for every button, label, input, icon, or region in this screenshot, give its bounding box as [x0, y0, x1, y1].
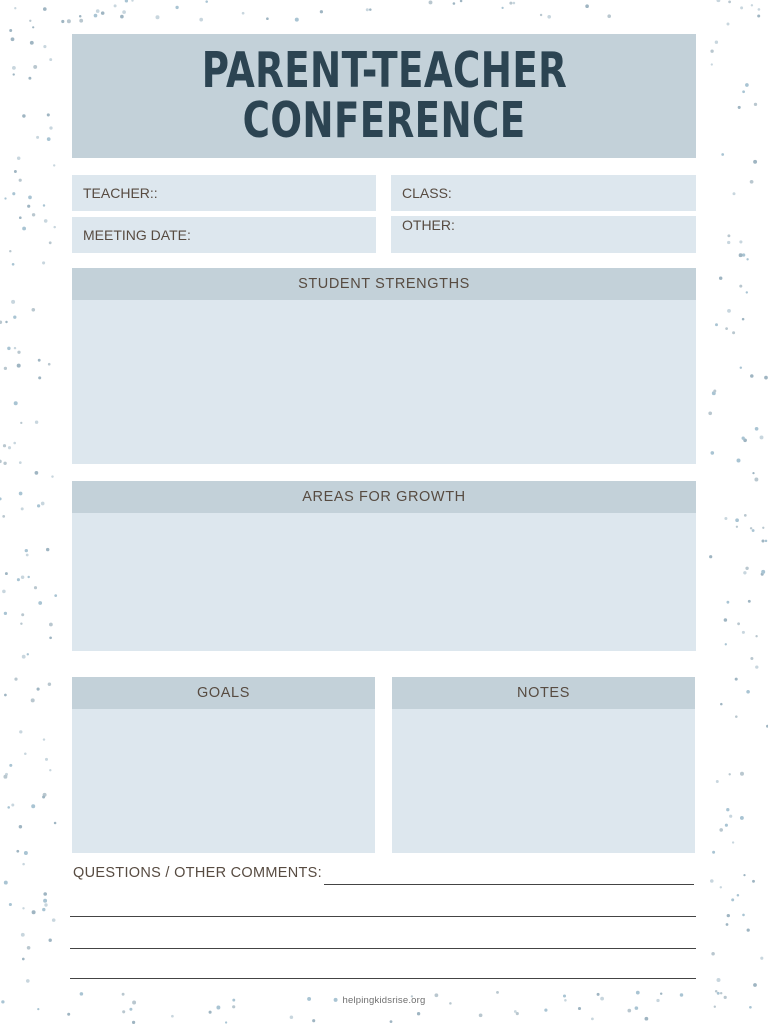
class-field[interactable] [391, 175, 696, 211]
decor-dot [320, 10, 323, 13]
decor-dot [242, 12, 245, 15]
decor-dot [0, 460, 2, 464]
decor-dot [727, 309, 731, 313]
decor-dot [21, 933, 25, 937]
decor-dot [751, 4, 753, 6]
decor-dot [725, 327, 728, 330]
decor-dot [79, 19, 83, 23]
decor-dot [5, 321, 7, 323]
decor-dot [48, 682, 51, 685]
student-strengths-title: STUDENT STRENGTHS [298, 276, 470, 292]
decor-dot [44, 219, 48, 223]
decor-dot [755, 427, 759, 431]
decor-dot [726, 808, 729, 811]
decor-dot [46, 548, 49, 551]
goals-box[interactable] [72, 709, 375, 853]
decor-dot [36, 136, 39, 139]
decor-dot [711, 451, 715, 455]
decor-dot [509, 2, 512, 5]
comments-line-4[interactable] [70, 978, 696, 979]
decor-dot [22, 114, 25, 117]
decor-dot [47, 113, 50, 116]
decor-dot [749, 1006, 752, 1009]
decor-dot [636, 991, 640, 995]
decor-dot [11, 804, 14, 807]
goals-title: GOALS [197, 685, 250, 701]
decor-dot [739, 253, 743, 257]
decor-dot [122, 10, 126, 14]
teacher-label: TEACHER:: [83, 185, 158, 201]
decor-dot [7, 347, 10, 350]
decor-dot [114, 4, 117, 7]
decor-dot [742, 437, 745, 440]
decor-dot [732, 841, 734, 843]
decor-dot [2, 515, 5, 518]
comments-line-1[interactable] [324, 884, 694, 885]
decor-dot [746, 291, 748, 293]
comments-line-3[interactable] [70, 948, 696, 949]
decor-dot [52, 918, 56, 922]
decor-dot [737, 622, 740, 625]
decor-dot [743, 874, 745, 876]
decor-dot [16, 850, 19, 853]
decor-dot [12, 263, 15, 266]
decor-dot [28, 77, 31, 80]
decor-dot [544, 1009, 547, 1012]
decor-dot [725, 643, 727, 645]
decor-dot [750, 527, 752, 529]
decor-dot [453, 2, 456, 5]
decor-dot [42, 908, 45, 911]
decor-dot [312, 1019, 315, 1022]
decor-dot [742, 914, 745, 917]
decor-dot [748, 600, 751, 603]
decor-dot [94, 14, 98, 18]
decor-dot [43, 7, 47, 11]
decor-dot [101, 11, 105, 15]
decor-dot [727, 601, 730, 604]
decor-dot [753, 983, 757, 987]
decor-dot [711, 952, 715, 956]
decor-dot [216, 1006, 220, 1010]
decor-dot [727, 23, 730, 26]
decor-dot [43, 45, 46, 48]
decor-dot [719, 276, 722, 279]
decor-dot [720, 703, 723, 706]
decor-dot [724, 517, 727, 520]
areas-for-growth-box[interactable] [72, 513, 696, 651]
decor-dot [53, 164, 55, 166]
notes-box[interactable] [392, 709, 695, 853]
decor-dot [746, 258, 748, 260]
decor-dot [171, 1015, 174, 1018]
decor-dot [547, 15, 551, 19]
decor-dot [295, 18, 299, 22]
decor-dot [2, 590, 6, 594]
decor-dot [19, 216, 22, 219]
decor-dot [21, 613, 24, 616]
decor-dot [627, 1009, 631, 1013]
decor-dot [53, 226, 55, 228]
decor-dot [199, 18, 203, 22]
decor-dot [24, 851, 28, 855]
title-line-1: PARENT-TEACHER [201, 42, 567, 99]
decor-dot [729, 773, 731, 775]
decor-dot [713, 390, 716, 393]
decor-dot [739, 285, 742, 288]
decor-dot [735, 518, 739, 522]
decor-dot [9, 903, 12, 906]
decor-dot [715, 990, 718, 993]
decor-dot [460, 0, 463, 2]
decor-dot [735, 678, 738, 681]
decor-dot [13, 73, 15, 75]
decor-dot [729, 815, 732, 818]
decor-dot [20, 622, 22, 624]
decor-dot [715, 41, 718, 44]
decor-dot [27, 576, 29, 578]
decor-dot [4, 197, 6, 199]
decor-dot [35, 420, 38, 423]
decor-dot [7, 806, 10, 809]
decor-dot [717, 978, 721, 982]
decor-dot [724, 618, 728, 622]
decor-dot [48, 363, 51, 366]
decor-dot [125, 0, 128, 3]
decor-dot [290, 1016, 294, 1020]
decor-dot [516, 1012, 519, 1015]
decor-dot [737, 459, 741, 463]
areas-for-growth-header [72, 481, 696, 513]
decor-dot [711, 63, 713, 65]
decor-dot [27, 205, 30, 208]
decor-dot [747, 928, 750, 931]
decor-dot [27, 653, 29, 655]
decor-dot [26, 979, 30, 983]
decor-dot [710, 50, 713, 53]
decor-dot [26, 554, 29, 557]
decor-dot [14, 170, 17, 173]
decor-dot [727, 241, 730, 244]
decor-dot [44, 903, 47, 906]
decor-dot [37, 688, 40, 691]
decor-dot [728, 1, 731, 4]
decor-dot [755, 665, 758, 668]
decor-dot [737, 894, 740, 897]
decor-dot [5, 572, 8, 575]
decor-dot [591, 1018, 594, 1021]
decor-dot [43, 204, 45, 206]
decor-dot [719, 828, 723, 832]
decor-dot [740, 366, 742, 368]
decor-dot [35, 471, 39, 475]
decor-dot [745, 567, 748, 570]
decor-dot [32, 26, 34, 28]
decor-dot [32, 910, 36, 914]
decor-dot [760, 957, 763, 960]
decor-dot [9, 29, 12, 32]
decor-dot [513, 2, 516, 5]
decor-dot [716, 780, 719, 783]
decor-dot [30, 41, 34, 45]
decor-dot [417, 1012, 420, 1015]
comments-line-2[interactable] [70, 916, 696, 917]
decor-dot [3, 462, 6, 465]
meeting-date-label: MEETING DATE: [83, 227, 191, 243]
decor-dot [96, 9, 100, 13]
notes-title: NOTES [517, 685, 570, 701]
decor-dot [3, 444, 6, 447]
decor-dot [129, 1008, 132, 1011]
decor-dot [67, 1013, 70, 1016]
decor-dot [49, 939, 52, 942]
other-label: OTHER: [402, 217, 455, 233]
decor-dot [49, 623, 53, 627]
notes-header [392, 677, 695, 709]
decor-dot [762, 527, 764, 529]
decor-dot [761, 539, 764, 542]
decor-dot [727, 234, 730, 237]
decor-dot [739, 240, 742, 243]
decor-dot [585, 4, 589, 8]
decor-dot [750, 180, 754, 184]
decor-dot [22, 907, 24, 909]
decor-dot [765, 540, 768, 543]
decor-dot [752, 880, 755, 883]
decor-dot [758, 8, 761, 11]
decor-dot [43, 738, 45, 740]
decor-dot [712, 851, 715, 854]
decor-dot [51, 475, 53, 477]
decor-dot [720, 886, 722, 888]
decor-dot [742, 318, 745, 321]
decor-dot [4, 881, 8, 885]
decor-dot [156, 15, 160, 19]
decor-dot [37, 504, 40, 507]
decor-dot [645, 1017, 649, 1021]
decor-dot [753, 160, 757, 164]
decor-dot [205, 0, 208, 3]
decor-dot [731, 898, 734, 901]
decor-dot [736, 526, 738, 528]
decor-dot [38, 376, 41, 379]
decor-dot [496, 991, 499, 994]
decor-dot [9, 250, 11, 252]
decor-dot [49, 58, 52, 61]
decor-dot [742, 90, 745, 93]
title-line-2: CONFERENCE [242, 92, 526, 149]
decor-dot [41, 502, 45, 506]
decor-dot [752, 529, 755, 532]
decor-dot [54, 822, 57, 825]
decor-dot [754, 103, 757, 106]
decor-dot [17, 364, 21, 368]
decor-dot [266, 17, 269, 20]
footer-site: helpingkidsrise.org [342, 995, 426, 1006]
decor-dot [740, 816, 744, 820]
decor-dot [721, 153, 724, 156]
decor-dot [21, 576, 24, 579]
decor-dot [67, 19, 71, 23]
decor-dot [120, 15, 124, 19]
decor-dot [12, 192, 15, 195]
decor-dot [32, 308, 36, 312]
title-banner [72, 34, 696, 158]
decor-dot [4, 612, 7, 615]
decor-dot [742, 631, 745, 634]
decor-dot [45, 758, 48, 761]
decor-dot [390, 1020, 393, 1023]
decor-dot [607, 14, 611, 18]
decor-dot [22, 863, 25, 866]
decor-dot [738, 106, 741, 109]
decor-dot [757, 14, 760, 17]
decor-dot [38, 359, 41, 362]
decor-dot [17, 351, 20, 354]
decor-dot [19, 492, 23, 496]
decor-dot [708, 411, 712, 415]
decor-dot [429, 0, 433, 4]
decor-dot [752, 472, 754, 474]
decor-dot [8, 446, 11, 449]
decor-dot [17, 578, 20, 581]
decor-dot [13, 442, 16, 445]
decor-dot [34, 586, 37, 589]
decor-dot [9, 764, 12, 767]
decor-dot [755, 635, 757, 637]
other-field[interactable] [391, 216, 696, 253]
decor-dot [635, 1006, 639, 1010]
decor-dot [225, 1021, 227, 1023]
decor-dot [49, 241, 52, 244]
decor-dot [22, 655, 26, 659]
decor-dot [733, 192, 736, 195]
decor-dot [13, 316, 16, 319]
decor-dot [750, 657, 753, 660]
decor-dot [42, 261, 45, 264]
decor-dot [37, 1008, 39, 1010]
decor-dot [31, 804, 35, 808]
meeting-date-field[interactable] [72, 217, 376, 253]
decor-dot [22, 227, 26, 231]
decor-dot [744, 514, 747, 517]
decor-dot [12, 66, 16, 70]
decor-dot [709, 555, 712, 558]
decor-dot [4, 694, 7, 697]
decor-dot [727, 914, 730, 917]
decor-dot [14, 401, 18, 405]
decor-dot [726, 923, 729, 926]
decor-dot [61, 20, 64, 23]
decor-dot [54, 594, 57, 597]
decor-dot [49, 126, 52, 129]
decor-dot [20, 422, 22, 424]
decor-dot [19, 179, 22, 182]
decor-dot [540, 14, 542, 16]
decor-dot [209, 1011, 212, 1014]
decor-dot [479, 1013, 483, 1017]
decor-dot [17, 156, 20, 159]
decor-dot [22, 958, 25, 961]
decor-dot [42, 795, 45, 798]
areas-for-growth-title: AREAS FOR GROWTH [302, 489, 466, 505]
decor-dot [715, 323, 718, 326]
decor-dot [49, 636, 52, 639]
decor-dot [369, 8, 372, 11]
decor-dot [33, 65, 37, 69]
decor-dot [24, 752, 27, 755]
decor-dot [14, 7, 16, 9]
decor-dot [764, 376, 768, 380]
decor-dot [14, 347, 16, 349]
decor-dot [754, 478, 758, 482]
decor-dot [43, 899, 47, 903]
decor-dot [25, 549, 28, 552]
decor-dot [11, 300, 15, 304]
student-strengths-box[interactable] [72, 300, 696, 464]
decor-dot [27, 946, 31, 950]
decor-dot [746, 690, 750, 694]
decor-dot [31, 698, 35, 702]
decor-dot [501, 7, 503, 9]
decor-dot [175, 6, 178, 9]
decor-dot [735, 715, 738, 718]
decor-dot [32, 213, 35, 216]
decor-dot [760, 435, 764, 439]
decor-dot [29, 20, 31, 22]
decor-dot [745, 83, 749, 87]
class-label: CLASS: [402, 185, 452, 201]
decor-dot [740, 6, 743, 9]
decor-dot [19, 825, 22, 828]
decor-dot [578, 1007, 581, 1010]
decor-dot [716, 0, 720, 2]
decor-dot [0, 321, 2, 324]
decor-dot [710, 879, 714, 883]
decor-dot [4, 367, 7, 370]
decor-dot [19, 461, 22, 464]
decor-dot [19, 730, 22, 733]
student-strengths-header [72, 268, 696, 300]
decor-dot [3, 775, 7, 779]
decor-dot [743, 571, 746, 574]
decor-dot [122, 1010, 125, 1013]
decor-dot [750, 374, 754, 378]
decor-dot [725, 824, 728, 827]
decor-dot [366, 8, 369, 11]
decor-dot [38, 601, 42, 605]
decor-dot [740, 772, 744, 776]
decor-dot [49, 769, 51, 771]
decor-dot [21, 507, 24, 510]
decor-dot [732, 331, 735, 334]
decor-dot [28, 196, 32, 200]
decor-dot [14, 678, 17, 681]
teacher-field[interactable] [72, 175, 376, 211]
decor-dot [79, 15, 82, 18]
decor-dot [761, 570, 765, 574]
decor-dot [131, 0, 133, 2]
decor-dot [0, 497, 2, 500]
decor-dot [43, 892, 47, 896]
decor-dot [11, 37, 15, 41]
goals-header [72, 677, 375, 709]
decor-dot [47, 137, 51, 141]
questions-comments-label: QUESTIONS / OTHER COMMENTS: [73, 865, 322, 881]
